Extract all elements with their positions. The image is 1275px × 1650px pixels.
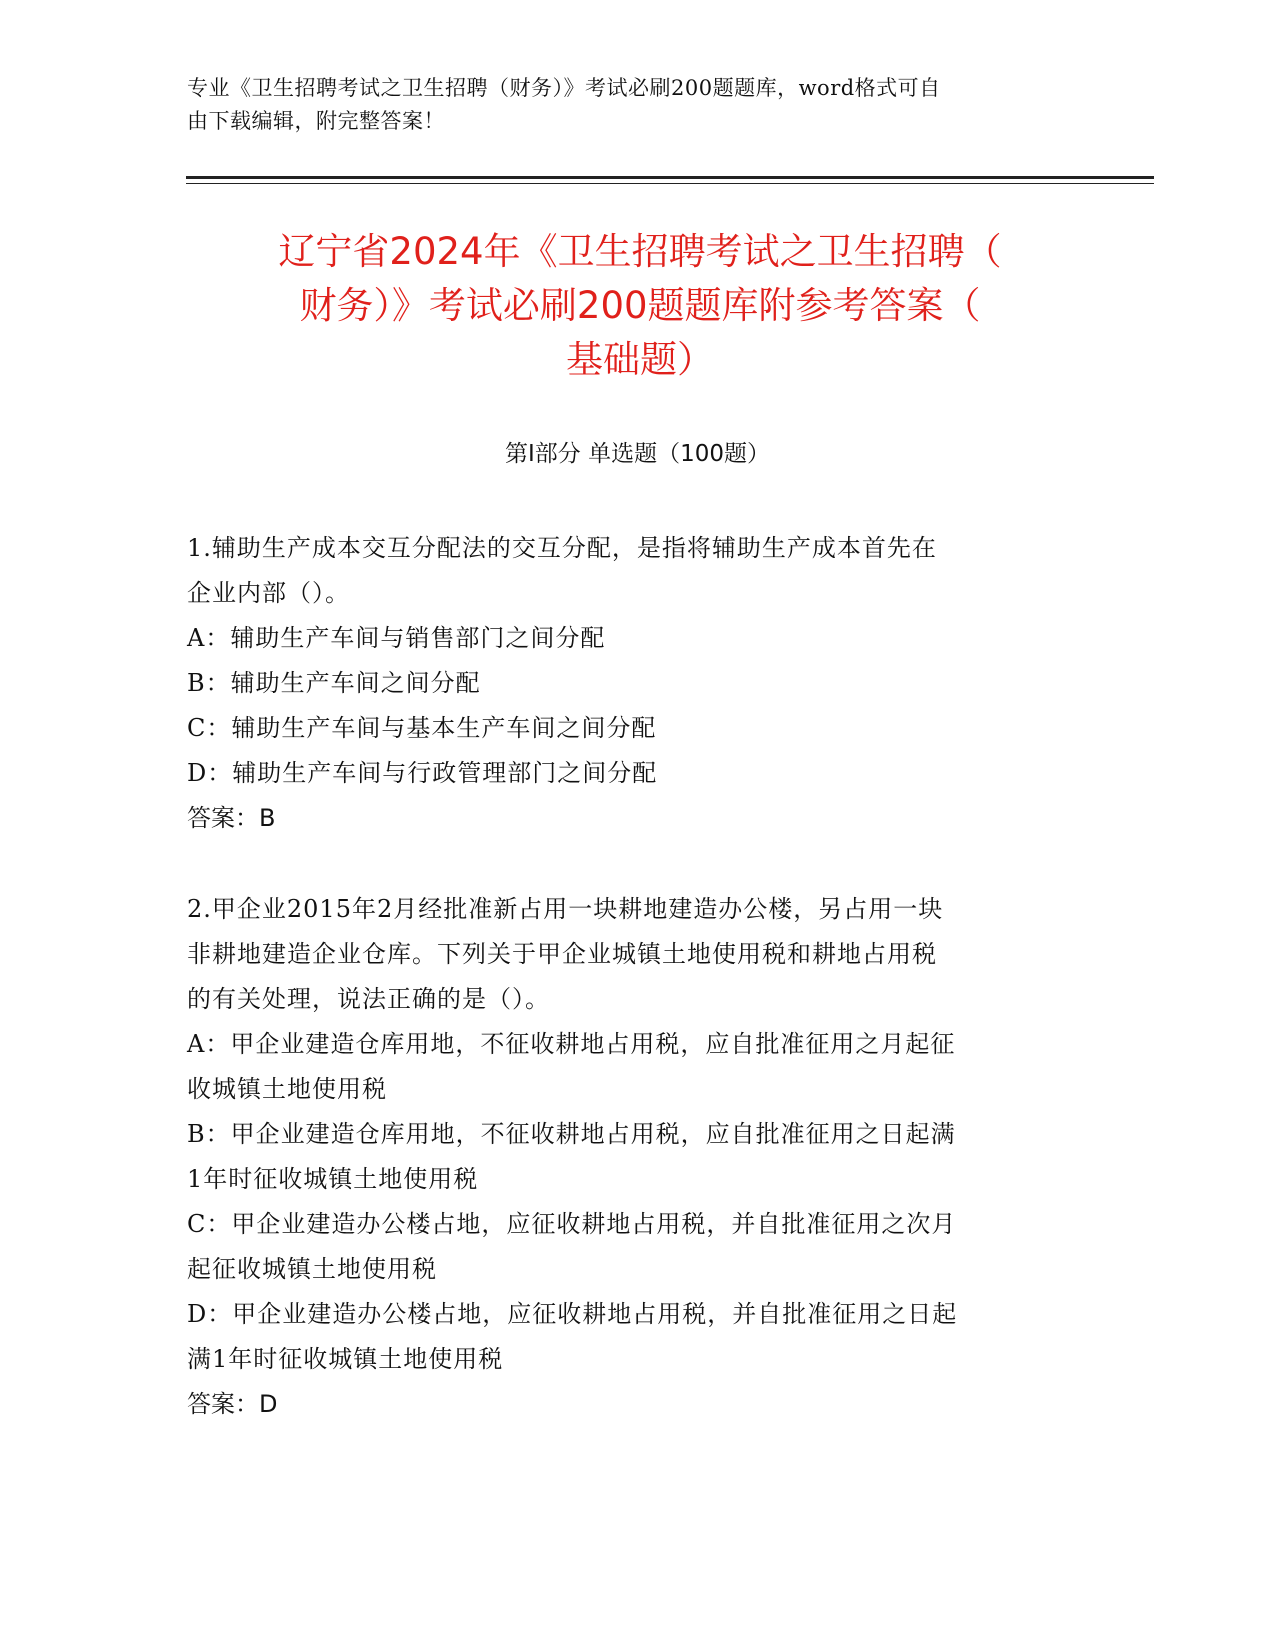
question-stem-line: 的有关处理，说法正确的是（）。 (187, 985, 550, 1013)
header-note-line: 专业《卫生招聘考试之卫生招聘（财务）》考试必刷200题题库，word格式可自 (187, 76, 941, 100)
header-rule-thick (186, 176, 1154, 179)
option-b: B：甲企业建造仓库用地，不征收耕地占用税，应自批准征用之日起满 (187, 1120, 956, 1148)
question-1 (187, 526, 1077, 841)
question-stem-line: 2.甲企业2015年2月经批准新占用一块耕地建造办公楼，另占用一块 (187, 895, 944, 923)
option-d: D：甲企业建造办公楼占地，应征收耕地占用税，并自批准征用之日起 (187, 1300, 958, 1328)
question-stem-line: 1.辅助生产成本交互分配法的交互分配，是指将辅助生产成本首先在 (187, 534, 937, 562)
title-line: 辽宁省2024年《卫生招聘考试之卫生招聘（ (278, 230, 1002, 273)
option-b: B：辅助生产车间之间分配 (187, 669, 481, 697)
option-d-continuation: 满1年时征收城镇土地使用税 (187, 1345, 504, 1373)
header-rule-thin (186, 183, 1154, 184)
option-a: A：辅助生产车间与销售部门之间分配 (187, 624, 606, 652)
answer-line: 答案：D (187, 1390, 278, 1418)
title-line: 基础题） (566, 338, 714, 381)
header-note (187, 72, 1087, 138)
option-c: C：辅助生产车间与基本生产车间之间分配 (187, 714, 657, 742)
question-list (187, 526, 1077, 1473)
question-stem-line: 非耕地建造企业仓库。下列关于甲企业城镇土地使用税和耕地占用税 (187, 940, 937, 968)
option-c: C：甲企业建造办公楼占地，应征收耕地占用税，并自批准征用之次月 (187, 1210, 957, 1238)
option-d: D：辅助生产车间与行政管理部门之间分配 (187, 759, 658, 787)
question-2 (187, 887, 1077, 1427)
question-stem-line: 企业内部（）。 (187, 579, 350, 607)
answer-line: 答案：B (187, 804, 276, 832)
option-c-continuation: 起征收城镇土地使用税 (187, 1255, 437, 1283)
option-a: A：甲企业建造仓库用地，不征收耕地占用税，应自批准征用之月起征 (187, 1030, 956, 1058)
header-note-line: 由下载编辑，附完整答案！ (187, 109, 445, 133)
section-heading: 第Ⅰ部分 单选题（100题） (505, 441, 770, 467)
option-b-continuation: 1年时征收城镇土地使用税 (187, 1165, 479, 1193)
option-a-continuation: 收城镇土地使用税 (187, 1075, 387, 1103)
document-title (180, 225, 1100, 387)
title-line: 财务）》考试必刷200题题库附参考答案（ (299, 284, 981, 327)
